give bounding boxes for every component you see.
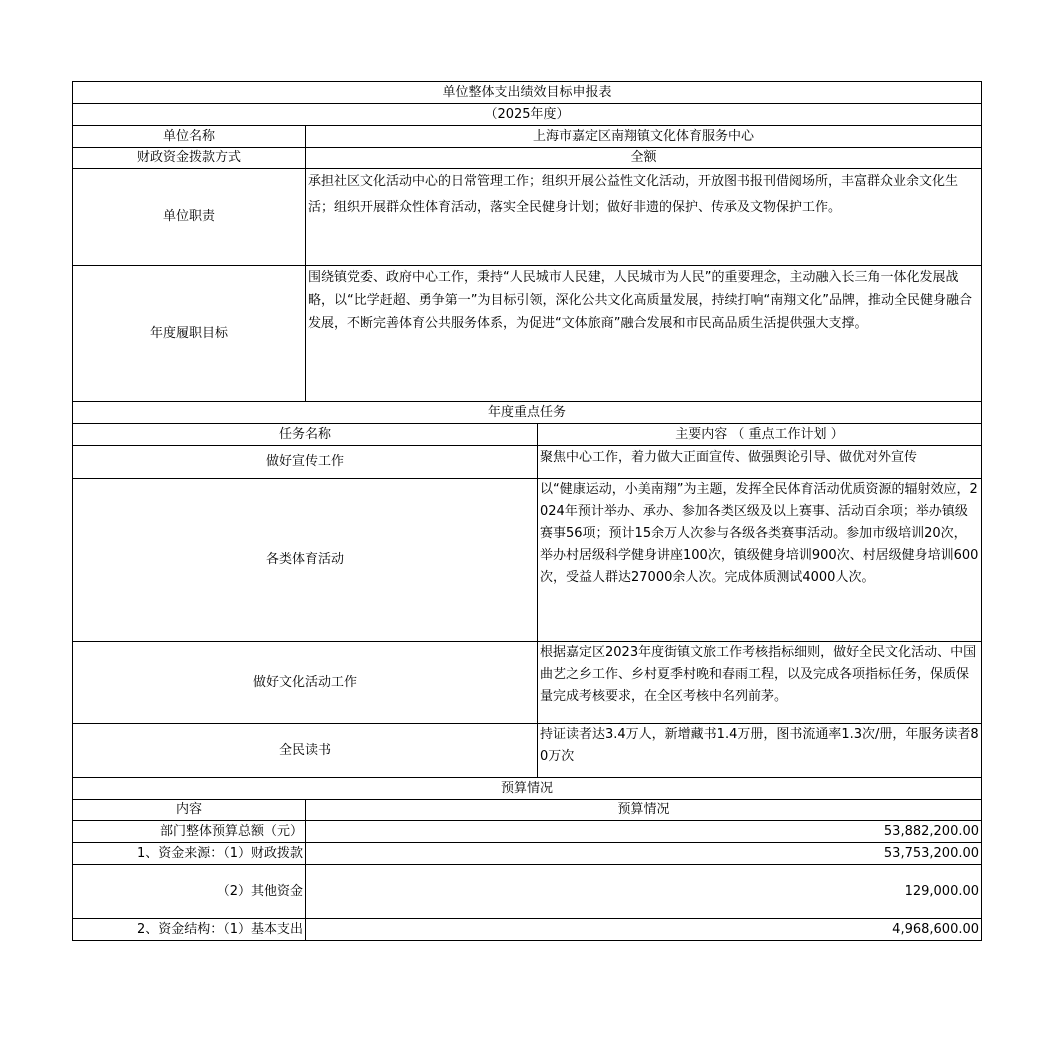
table-row <box>73 446 982 479</box>
budget-label: 1、资金来源：（1）财政拨款 <box>73 843 306 865</box>
task-content: 根据嘉定区2023年度街镇文旅工作考核指标细则，做好全民文化活动、中国曲艺之乡工作、乡村夏季村晚和春雨工程，以及完成各项指标任务，保质保量完成考核要求，在全区考核中名列前茅。 <box>538 642 982 724</box>
budget-label: 2、资金结构：（1）基本支出 <box>73 919 306 941</box>
budget-value: 4,968,600.00 <box>306 919 982 941</box>
budget-col-content: 内容 <box>73 800 306 821</box>
annual-goal-label: 年度履职目标 <box>73 266 306 402</box>
table-row <box>73 821 982 843</box>
unit-name-label: 单位名称 <box>73 126 306 148</box>
task-name: 做好文化活动工作 <box>73 642 538 724</box>
task-content: 聚焦中心工作，着力做大正面宣传、做强舆论引导、做优对外宣传 <box>538 446 982 479</box>
table-row <box>73 479 982 642</box>
table-row <box>73 642 982 724</box>
table-row <box>73 843 982 865</box>
form-table <box>72 81 982 941</box>
annual-goal-value: 围绕镇党委、政府中心工作，秉持“人民城市人民建，人民城市为人民”的重要理念，主动融入长三角一体化发展战略，以“比学赶超、勇争第一”为目标引领，深化公共文化高质量发展，持续打响“南翔文化”品牌，推动全民健身融合发展，不断完善体育公共服务体系，为促进“文体旅商”融合发展和市民高品质生活提供强大支撑。 <box>306 266 982 402</box>
budget-value: 53,753,200.00 <box>306 843 982 865</box>
tasks-col-content: 主要内容 （ 重点工作计划 ） <box>538 424 982 446</box>
funding-method-label: 财政资金拨款方式 <box>73 148 306 169</box>
form-year: （2025年度） <box>73 104 982 126</box>
budget-label: 部门整体预算总额（元） <box>73 821 306 843</box>
duties-label: 单位职责 <box>73 169 306 266</box>
budget-section-title: 预算情况 <box>73 778 982 800</box>
duties-value: 承担社区文化活动中心的日常管理工作；组织开展公益性文化活动，开放图书报刊借阅场所，丰富群众业余文化生活；组织开展群众性体育活动，落实全民健身计划；做好非遗的保护、传承及文物保护工作。 <box>306 169 982 266</box>
budget-value: 129,000.00 <box>306 865 982 919</box>
form-title: 单位整体支出绩效目标申报表 <box>73 82 982 104</box>
performance-target-form <box>72 81 981 941</box>
table-row <box>73 919 982 941</box>
tasks-col-name: 任务名称 <box>73 424 538 446</box>
task-name: 全民读书 <box>73 724 538 778</box>
task-content: 以“健康运动，小美南翔”为主题，发挥全民体育活动优质资源的辐射效应，2024年预计举办、承办、参加各类区级及以上赛事、活动百余项；举办镇级赛事56项；预计15余万人次参与各级各类赛事活动。参加市级培训20次，举办村居级科学健身讲座100次，镇级健身培训900次、村居级健身培训600次，受益人群达27000余人次。完成体质测试4000人次。 <box>538 479 982 642</box>
funding-method-value: 全额 <box>306 148 982 169</box>
tasks-section-title: 年度重点任务 <box>73 402 982 424</box>
table-row <box>73 724 982 778</box>
table-row <box>73 865 982 919</box>
unit-name-value: 上海市嘉定区南翔镇文化体育服务中心 <box>306 126 982 148</box>
budget-label: （2）其他资金 <box>73 865 306 919</box>
task-name: 各类体育活动 <box>73 479 538 642</box>
task-content: 持证读者达3.4万人，新增藏书1.4万册，图书流通率1.3次/册，年服务读者80万次 <box>538 724 982 778</box>
budget-col-budget: 预算情况 <box>306 800 982 821</box>
task-name: 做好宣传工作 <box>73 446 538 479</box>
budget-value: 53,882,200.00 <box>306 821 982 843</box>
